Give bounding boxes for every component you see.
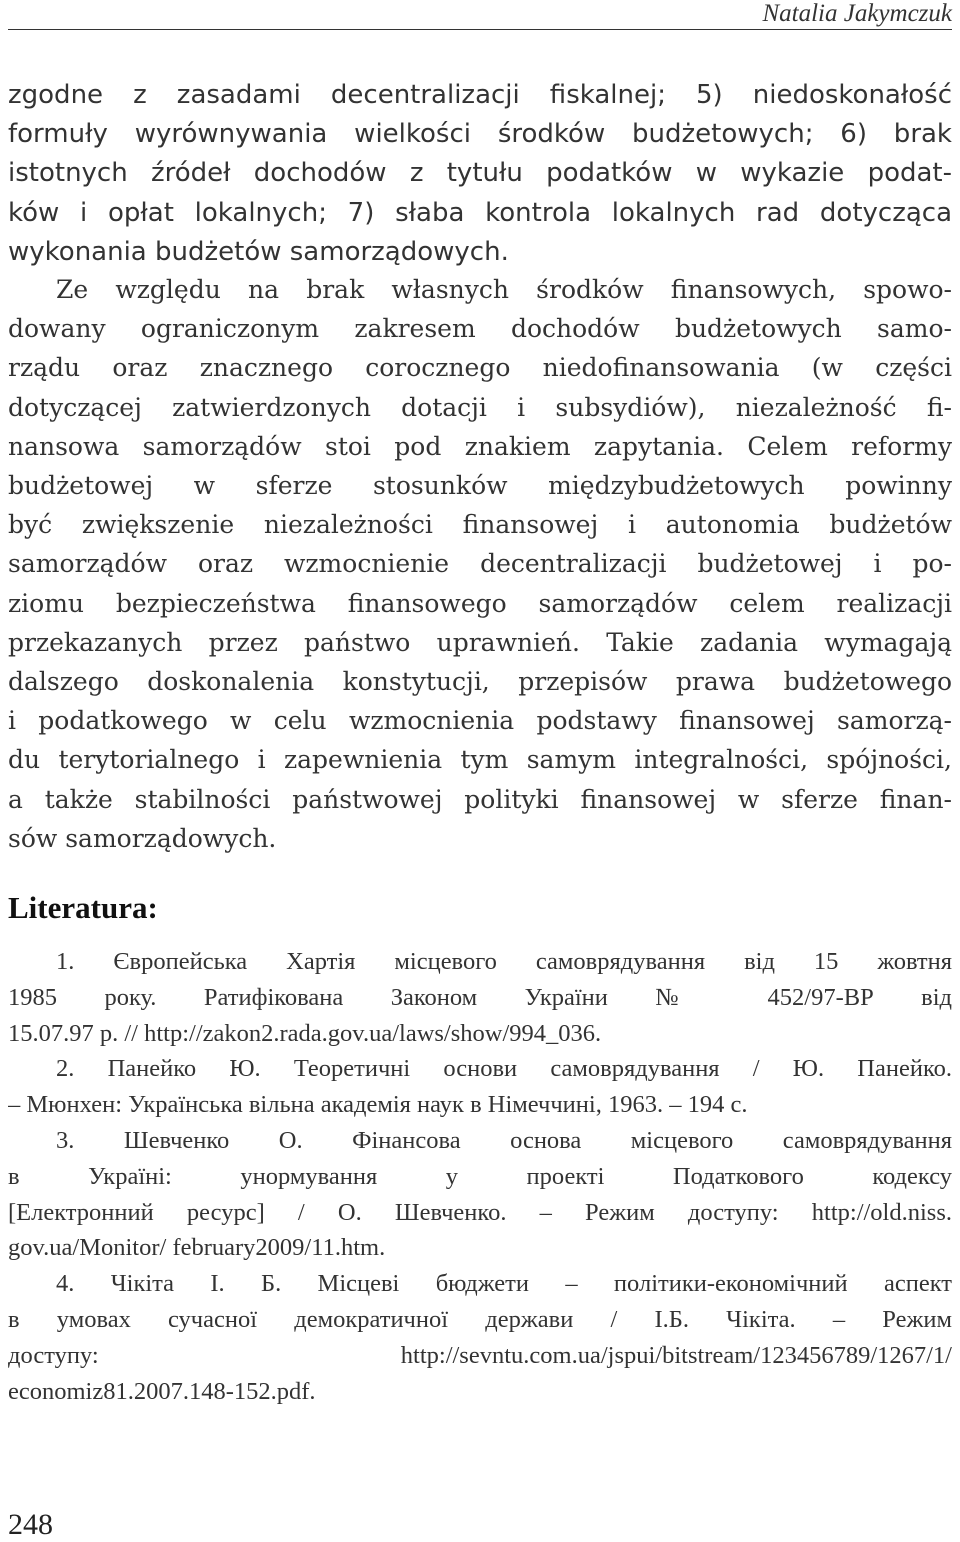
reference-line: 1985 року. Ратифікована Законом України № 452/97-ВР від: [8, 983, 952, 1011]
text-line: budżetowej w sferze stosunków międzybudżetowych powinny: [8, 471, 952, 501]
reference-item: [8, 1051, 952, 1123]
paragraph-conclusion: [8, 270, 952, 858]
header-rule: [8, 29, 952, 30]
text-line: dowany ograniczonym zakresem dochodów budżetowych samo-: [8, 314, 952, 344]
reference-line: в Україні: унормування у проекті Податкового кодексу: [8, 1162, 952, 1190]
text-line: i podatkowego w celu wzmocnienia podstawy finansowej samorzą-: [8, 706, 952, 736]
reference-line: 1. Європейська Хартія місцевого самоврядування від 15 жовтня: [56, 948, 952, 975]
reference-line: доступу: http://sevntu.com.ua/jspui/bitstream/123456789/1267/1/: [8, 1341, 952, 1369]
reference-line: – Мюнхен: Українська вільна академія наук в Німеччині, 1963. – 194 с.: [8, 1091, 748, 1119]
reference-line: [Електронний ресурс] / О. Шевченко. – Режим доступу: http://old.niss.: [8, 1198, 952, 1226]
reference-line: economiz81.2007.148-152.pdf.: [8, 1377, 316, 1405]
reference-line: 4. Чікіта І. Б. Місцеві бюджети – політики-економічний аспект: [56, 1270, 952, 1298]
literature-heading: Literatura:: [8, 890, 158, 925]
text-line: Ze względu na brak własnych środków finansowych, spowo-: [56, 275, 952, 304]
text-line: ków i opłat lokalnych; 7) słaba kontrola lokalnych rad dotycząca: [8, 197, 952, 228]
text-line: przekazanych przez państwo uprawnień. Takie zadania wymagają: [8, 627, 952, 657]
text-line: sów samorządowych.: [8, 823, 277, 853]
text-line: rządu oraz znacznego corocznego niedofinansowania (w części: [8, 353, 952, 383]
running-header-author: Natalia Jakymczuk: [762, 0, 952, 27]
reference-line: 2. Панейко Ю. Теоретичні основи самоврядування / Ю. Панейко.: [56, 1055, 952, 1083]
text-line: wykonania budżetów samorządowych.: [8, 236, 509, 267]
text-line: być zwiększenie niezależności finansowej i autonomia budżetów: [8, 510, 952, 540]
reference-item: [8, 944, 952, 1051]
reference-item: [8, 1123, 952, 1266]
text-line: a także stabilności państwowej polityki finansowej w sferze finan-: [8, 784, 952, 814]
text-line: zgodne z zasadami decentralizacji fiskalnej; 5) niedoskonałość: [8, 80, 952, 110]
text-line: du terytorialnego i zapewnienia tym samym integralności, spójności,: [8, 745, 952, 775]
text-line: istotnych źródeł dochodów z tytułu podatków w wykazie podat-: [8, 158, 952, 189]
reference-list: [8, 944, 952, 1409]
text-line: formuły wyrównywania wielkości środków budżetowych; 6) brak: [8, 119, 952, 150]
text-line: ziomu bezpieczeństwa finansowego samorządów celem realizacji: [8, 588, 952, 618]
reference-line: 15.07.97 р. // http://zakon2.rada.gov.ua/laws/show/994_036.: [8, 1019, 602, 1047]
text-line: dotyczącej zatwierdzonych dotacji i subsydiów), niezależność fi-: [8, 392, 952, 422]
paragraph-continuation: [8, 76, 952, 272]
text-line: dalszego doskonalenia konstytucji, przepisów prawa budżetowego: [8, 667, 952, 697]
reference-line: 3. Шевченко О. Фінансова основа місцевого самоврядування: [56, 1126, 952, 1154]
reference-line: gov.ua/Monitor/ february2009/11.htm.: [8, 1234, 386, 1262]
text-line: samorządów oraz wzmocnienie decentralizacji budżetowej i po-: [8, 549, 952, 579]
text-line: nansowa samorządów stoi pod znakiem zapytania. Celem reformy: [8, 431, 952, 461]
reference-line: в умовах сучасної демократичної держави / І.Б. Чікіта. – Режим: [8, 1305, 952, 1333]
reference-item: [8, 1266, 952, 1409]
page-number: 248: [8, 1508, 53, 1541]
